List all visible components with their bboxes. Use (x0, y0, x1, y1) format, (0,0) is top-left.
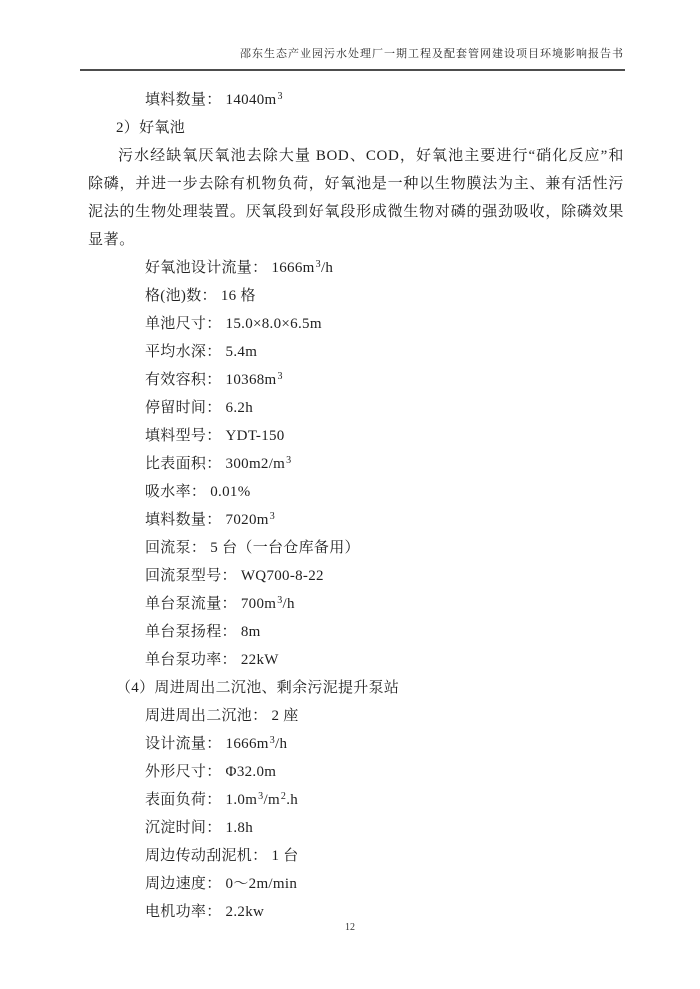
header-rule (80, 69, 625, 71)
superscript: 3 (269, 735, 276, 746)
spec-line (88, 506, 624, 534)
spec-line (88, 562, 624, 590)
spec-line (88, 86, 624, 114)
text-run: 填料数量： 7020m (145, 512, 269, 528)
text-run: 周进周出二沉池： 2 座 (145, 708, 299, 724)
text-run: /h (282, 596, 295, 612)
text-run: 好氧池设计流量： 1666m (145, 260, 315, 276)
text-run: 格(池)数： 16 格 (145, 288, 256, 304)
spec-line (88, 394, 624, 422)
spec-line (88, 254, 624, 282)
text-run: .h (286, 792, 299, 808)
text-run: 回流泵： 5 台（一台仓库备用） (145, 540, 360, 556)
text-run: 单台泵扬程： 8m (145, 624, 261, 640)
spec-line (88, 338, 624, 366)
text-run: 单池尺寸： 15.0×8.0×6.5m (145, 316, 322, 332)
spec-line (88, 450, 624, 478)
spec-line (88, 814, 624, 842)
text-run: 平均水深： 5.4m (145, 344, 258, 360)
text-run: 有效容积： 10368m (145, 372, 277, 388)
spec-line (88, 478, 624, 506)
text-run: /h (320, 260, 334, 276)
spec-line (88, 758, 624, 786)
text-run: 单台泵功率： 22kW (145, 652, 279, 668)
text-run: /h (275, 736, 288, 752)
text-run: 沉淀时间： 1.8h (145, 820, 254, 836)
spec-line (88, 730, 624, 758)
spec-line (88, 786, 624, 814)
spec-line (88, 618, 624, 646)
spec-line (88, 590, 624, 618)
spec-line (88, 366, 624, 394)
text-run: 比表面积： 300m2/m (145, 456, 286, 472)
superscript: 3 (269, 511, 276, 522)
text-run: 外形尺寸： Φ32.0m (145, 764, 277, 780)
text-run: 周边传动刮泥机： 1 台 (145, 848, 299, 864)
spec-line (88, 534, 624, 562)
spec-line (88, 702, 624, 730)
text-run: 设计流量： 1666m (145, 736, 269, 752)
superscript: 3 (286, 455, 292, 466)
text-run: 表面负荷： 1.0m (145, 792, 258, 808)
superscript: 3 (277, 371, 283, 382)
page-header-title: 邵东生态产业园污水处理厂一期工程及配套管网建设项目环境影响报告书 (240, 48, 624, 60)
spec-line (88, 870, 624, 898)
text-run: 吸水率： 0.01% (145, 484, 251, 500)
section-heading: 2）好氧池 (116, 120, 186, 136)
text-run: 填料数量： 14040m (145, 92, 277, 108)
text-run: 填料型号： YDT-150 (145, 428, 285, 444)
superscript: 3 (315, 259, 321, 270)
body-paragraph: 污水经缺氧厌氧池去除大量 BOD、COD，好氧池主要进行“硝化反应”和除磷，并进一步去除有机物负荷，好氧池是一种以生物膜法为主、兼有活性污泥法的生物处理装置。厌氧段到好氧段形成微生物对磷的强劲吸收，除磷效果显著。 (88, 148, 624, 248)
text-run: 停留时间： 6.2h (145, 400, 254, 416)
text-run: 单台泵流量： 700m (145, 596, 277, 612)
spec-line (88, 842, 624, 870)
page-number: 12 (345, 922, 355, 933)
spec-line (88, 422, 624, 450)
spec-line (88, 310, 624, 338)
section-heading: （4）周进周出二沉池、剩余污泥提升泵站 (116, 680, 400, 696)
spec-line (88, 282, 624, 310)
superscript: 3 (258, 791, 264, 802)
document-body (88, 86, 624, 926)
spec-line (88, 646, 624, 674)
text-run: 电机功率： 2.2kw (145, 904, 265, 920)
text-run: /m (263, 792, 280, 808)
superscript: 3 (277, 595, 283, 606)
text-run: 回流泵型号： WQ700-8-22 (145, 568, 324, 584)
superscript: 2 (280, 791, 287, 802)
text-run: 周边速度： 0～2m/min (145, 876, 298, 892)
superscript: 3 (277, 91, 283, 102)
